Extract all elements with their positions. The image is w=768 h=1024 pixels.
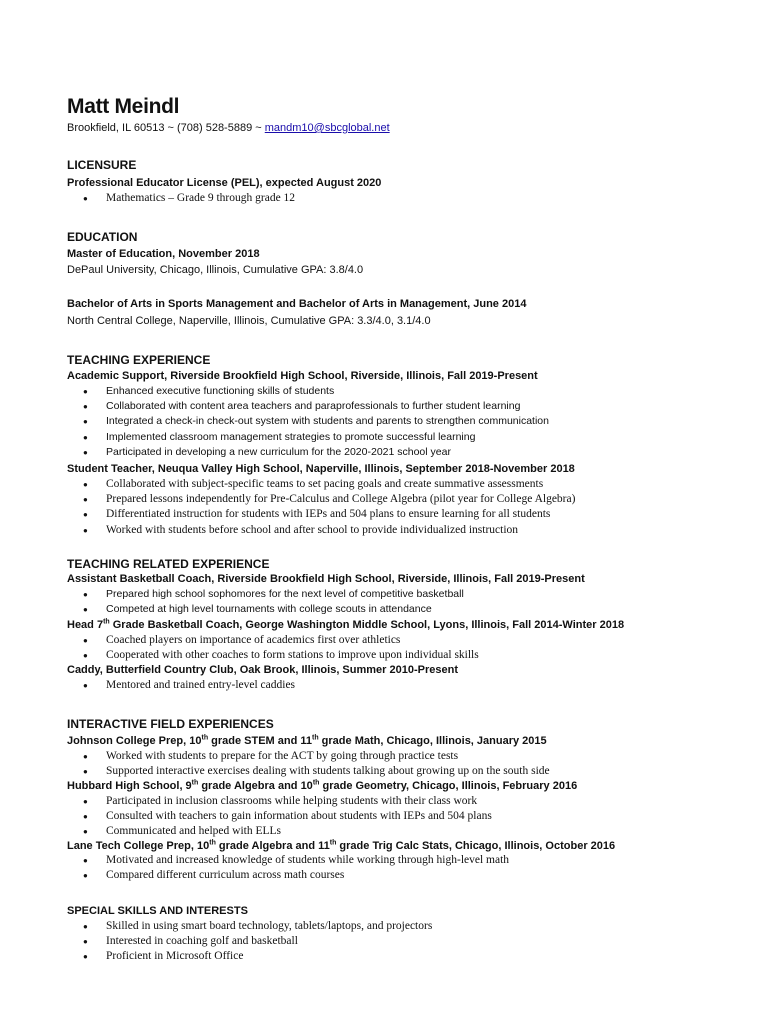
list-item: ● Interested in coaching golf and basketball (67, 934, 432, 949)
job-head-coach-text: Head 7 (67, 619, 104, 631)
lane-tech-list (67, 853, 509, 883)
hubbard-list (67, 794, 492, 840)
school-north-central: North Central College, Naperville, Illinois, Cumulative GPA: 3.3/4.0, 3.1/4.0 (67, 315, 431, 327)
field-johnson (67, 735, 547, 747)
list-item: ● Prepared high school sophomores for the next level of competitive basketball (67, 587, 464, 602)
list-item: ● Worked with students before school and after school to provide individualized instruction (67, 523, 575, 538)
ordinal-suffix: th (103, 618, 110, 626)
field-hubbard-text: grade Geometry, Chicago, Illinois, February 2016 (319, 780, 578, 792)
field-hubbard (67, 780, 577, 792)
johnson-list (67, 749, 550, 779)
job-head-coach (67, 619, 624, 631)
list-item: ● Cooperated with other coaches to form stations to improve upon individual skills (67, 648, 479, 663)
student-teacher-list (67, 477, 575, 538)
list-item: ● Proficient in Microsoft Office (67, 949, 432, 964)
licensure-list (67, 191, 295, 206)
school-depaul: DePaul University, Chicago, Illinois, Cumulative GPA: 3.8/4.0 (67, 264, 364, 276)
job-head-coach-text: Grade Basketball Coach, George Washington Middle School, Lyons, Illinois, Fall 2014-Winter 2018 (109, 619, 625, 631)
ordinal-suffix: th (329, 839, 337, 847)
field-hubbard-text: Hubbard High School, 9 (67, 780, 192, 792)
job-assistant-coach: Assistant Basketball Coach, Riverside Brookfield High School, Riverside, Illinois, Fall 2019-Present (67, 573, 585, 585)
ordinal-suffix: th (312, 734, 319, 742)
assistant-coach-list (67, 587, 464, 617)
ordinal-suffix: th (209, 839, 216, 847)
licensure-heading: LICENSURE (67, 158, 137, 172)
field-johnson-text: grade STEM and 11 (208, 735, 313, 747)
field-lane-tech-text: grade Trig Calc Stats, Chicago, Illinois, October 2016 (336, 840, 616, 852)
resume-name: Matt Meindl (67, 95, 180, 118)
academic-support-list (67, 384, 549, 460)
list-item: ● Consulted with teachers to gain information about students with IEPs and 504 plans (67, 809, 492, 824)
ordinal-suffix: th (201, 734, 209, 742)
email-link[interactable]: mandm10@sbcglobal.net (264, 122, 390, 134)
list-item: ● Collaborated with subject-specific teams to set pacing goals and create summative assessments (67, 477, 575, 492)
contact-line (67, 122, 390, 134)
related-heading: TEACHING RELATED EXPERIENCE (67, 557, 270, 571)
list-item: ● Coached players on importance of academics first over athletics (67, 633, 479, 648)
head-coach-list (67, 633, 479, 663)
license-title: Professional Educator License (PEL), expected August 2020 (67, 177, 382, 189)
list-item: ● Differentiated instruction for students with IEPs and 504 plans to ensure learning for all students (67, 507, 575, 522)
skills-heading: SPECIAL SKILLS AND INTERESTS (67, 905, 248, 917)
list-item: ● Participated in inclusion classrooms while helping students with their class work (67, 794, 492, 809)
field-johnson-text: Johnson College Prep, 10 (67, 735, 202, 747)
list-item: ● Participated in developing a new curriculum for the 2020-2021 school year (67, 445, 549, 460)
ordinal-suffix: th (191, 779, 199, 787)
list-item: ● Mathematics – Grade 9 through grade 12 (67, 191, 295, 206)
job-caddy: Caddy, Butterfield Country Club, Oak Brook, Illinois, Summer 2010-Present (67, 664, 458, 676)
education-heading: EDUCATION (67, 230, 138, 244)
caddy-list (67, 678, 295, 693)
skills-list (67, 919, 432, 965)
teaching-heading: TEACHING EXPERIENCE (67, 353, 211, 367)
field-hubbard-text: grade Algebra and 10 (198, 780, 313, 792)
list-item: ● Prepared lessons independently for Pre-Calculus and College Algebra (pilot year for College Algebra) (67, 492, 575, 507)
field-lane-tech (67, 840, 615, 852)
list-item: ● Competed at high level tournaments with college scouts in attendance (67, 602, 464, 617)
job-student-teacher: Student Teacher, Neuqua Valley High School, Naperville, Illinois, September 2018-November 2018 (67, 463, 575, 475)
list-item: ● Implemented classroom management strategies to promote successful learning (67, 430, 549, 445)
list-item: ● Integrated a check-in check-out system with students and parents to strengthen communication (67, 414, 549, 429)
job-academic-support: Academic Support, Riverside Brookfield High School, Riverside, Illinois, Fall 2019-Present (67, 370, 538, 382)
list-item: ● Mentored and trained entry-level caddies (67, 678, 295, 693)
degree-masters: Master of Education, November 2018 (67, 248, 260, 260)
field-johnson-text: grade Math, Chicago, Illinois, January 2015 (318, 735, 547, 747)
list-item: ● Supported interactive exercises dealing with students talking about growing up on the south side (67, 764, 550, 779)
field-heading: INTERACTIVE FIELD EXPERIENCES (67, 717, 274, 731)
list-item: ● Compared different curriculum across math courses (67, 868, 509, 883)
degree-bachelors: Bachelor of Arts in Sports Management and Bachelor of Arts in Management, June 2014 (67, 298, 527, 310)
list-item: ● Skilled in using smart board technology, tablets/laptops, and projectors (67, 919, 432, 934)
contact-info: Brookfield, IL 60513 ~ (708) 528-5889 ~ (67, 122, 262, 134)
field-lane-tech-text: grade Algebra and 11 (215, 840, 330, 852)
ordinal-suffix: th (312, 779, 320, 787)
list-item: ● Communicated and helped with ELLs (67, 824, 492, 839)
list-item: ● Collaborated with content area teachers and paraprofessionals to further student learning (67, 399, 549, 414)
list-item: ● Enhanced executive functioning skills of students (67, 384, 549, 399)
list-item: ● Motivated and increased knowledge of students while working through high-level math (67, 853, 509, 868)
list-item: ● Worked with students to prepare for the ACT by going through practice tests (67, 749, 550, 764)
field-lane-tech-text: Lane Tech College Prep, 10 (67, 840, 210, 852)
